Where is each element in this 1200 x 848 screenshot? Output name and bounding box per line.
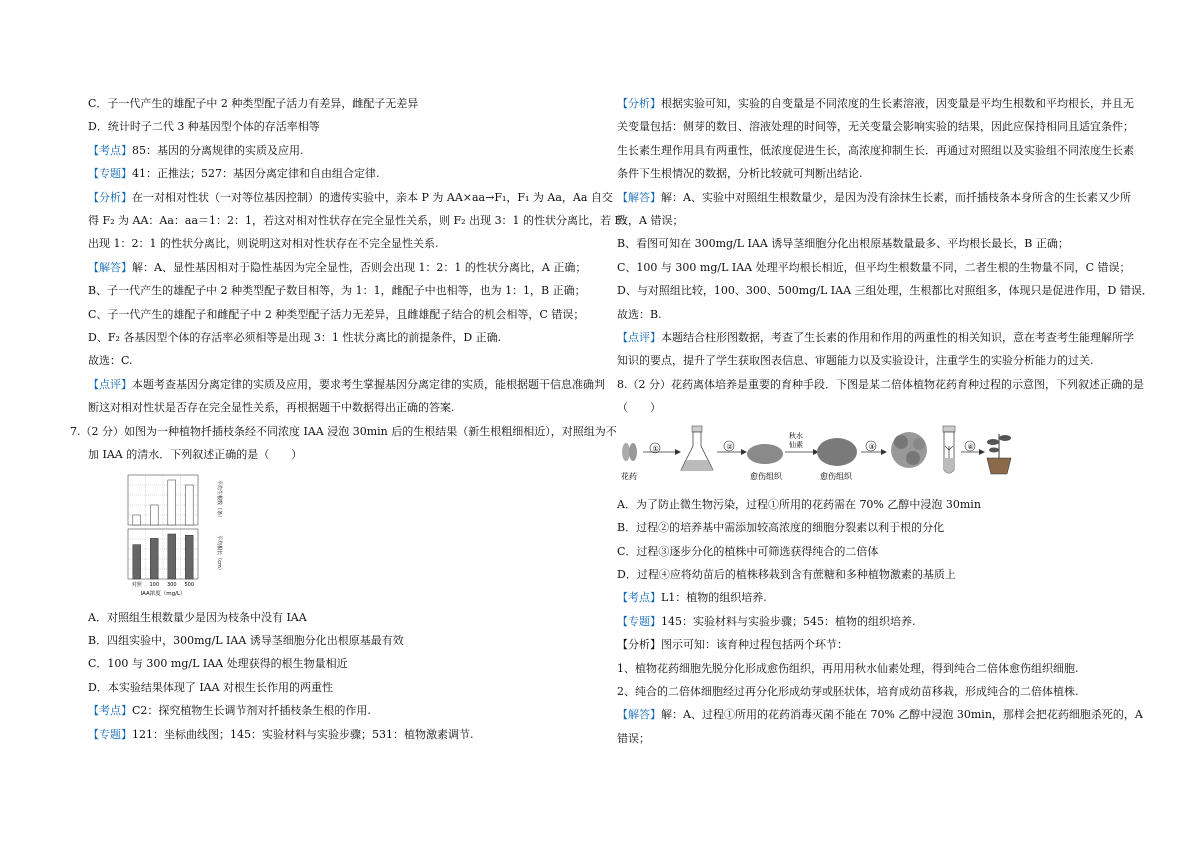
label-anther: 花药 [621,471,637,481]
step-4: ④ [967,442,974,451]
root-count-panel [128,475,223,525]
line-text: 故选：B. [617,307,662,321]
text-line [617,139,1134,162]
line-text: 错误； [617,731,650,745]
line-text: 得 F₂ 为 AA：Aa：aa＝1：2：1，若这对相对性状存在完全显性关系，则 F₂ 出现 3：1 的性状分离比，若 F₂ [88,214,627,228]
text-line: 【专题】121：坐标曲线图；145：实验材料与实验步骤；531：植物激素调节. [88,727,474,741]
text-line [617,209,1130,232]
text-line [88,303,596,326]
line-text: 关变量包括：侧芽的数目、溶液处理的时间等，无关变量会影响实验的结果，因此应保持相同且适宜条件； [617,120,1134,134]
root-length-panel [128,529,223,579]
step-3: ③ [868,442,875,451]
text-line [617,115,1134,138]
section-tag: 考点 [99,704,121,718]
line-text: 在一对相对性状（一对等位基因控制）的遗传实验中，亲本 P 为 AA×aa→F₁，F₁ 为 Aa，Aa 自交 [132,190,613,204]
line-text: （ ） [617,401,661,415]
callus-1-shape [747,444,783,464]
section-tag: 解答 [628,190,650,204]
line-text: 根据实验可知，实验的自变量是不同浓度的生长素溶液，因变量是平均生根数和平均根长，并且无 [661,97,1134,110]
root-count-bar [168,480,176,525]
line-text: A．为了防止微生物污染，过程①所用的花药需在 70% 乙醇中浸泡 30min [617,497,981,511]
line-text: 145：实验材料与实验步骤；545：植物的组织培养. [661,614,916,628]
root-length-bar [150,538,158,579]
x-axis-label: IAA浓度（mg/L） [140,590,186,597]
section-tag: 专题 [99,727,121,741]
text-line: 【点评】本题考查基因分离定律的实质及应用，要求考生掌握基因分离定律的实质，能根据题干信息准确判 [88,377,605,391]
arrow-step-1 [643,443,681,455]
line-text: 出现 1：2：1 的性状分离比，则说明这对相对性状存在不完全显性关系. [88,237,439,251]
root-count-ylabel: 平均生根数（条） [216,479,222,520]
label-callus-1: 愈伤组织 [750,471,782,481]
section-tag: 专题 [99,167,121,181]
iaa-bar-chart [106,471,226,601]
left-text-block [70,92,627,467]
section-tag: 分析 [628,97,650,110]
line-text: 7.（2 分）如图为一种植物扦插枝条经不同浓度 IAA 浸泡 30min 后的生根结果（新生根粗细相近），对照组为不 [70,424,617,438]
line-text: 本题结合柱形图数据，考查了生长素的作用和作用的两重性的相关知识，意在考查考生能理解所学 [661,331,1134,345]
test-tube-icon [943,426,955,473]
text-line [88,279,596,302]
label-callus-2: 愈伤组织 [820,471,852,481]
text-line [617,493,1130,516]
line-text: 8.（2 分）花药离体培养是重要的育种手段．下图是某二倍体植物花药育种过程的示意图，下列叙述正确的是 [617,377,1144,391]
flask-icon [681,426,713,470]
line-text: 条件下生根情况的数据，分析比较就可判断出结论. [617,167,863,181]
root-length-bar [185,535,193,579]
root-length-bar [133,544,141,578]
line-text: D．本实验结果体现了 IAA 对根生长作用的两重性 [88,680,334,694]
text-line [88,349,596,372]
line-text: D．过程④应将幼苗后的植株移栽到含有蔗糖和多种植物激素的基质上 [617,567,956,581]
text-line: 【考点】C2：探究植物生长调节剂对扦插枝条生根的作用. [88,704,371,718]
text-line [617,256,1130,279]
text-line: 【分析】在一对相对性状（一对等位基因控制）的遗传实验中，亲本 P 为 AA×aa→F₁，F₁ 为 Aa，Aa 自交 [88,190,613,204]
section-tag: 考点 [628,591,650,605]
root-length-bar [168,534,176,579]
root-length-ylabel: 平均根长（cm） [216,534,222,573]
text-line [617,516,1130,539]
text-line [617,657,1130,680]
root-count-bar [133,515,141,525]
line-text: 解：A、显性基因相对于隐性基因为完全显性，否则会出现 1：2：1 的性状分离比，A 正确； [132,260,587,274]
section-tag: 解答 [99,260,121,274]
left-column [70,92,627,746]
line-text: 2、纯合的二倍体细胞经过再分化形成幼芽或胚状体，培育成幼苗移栽，形成纯合的二倍体植株. [617,684,1079,698]
line-text: 致，A 错误； [617,214,684,228]
culture-process-svg [617,424,1037,488]
label-colchicine-1: 秋水 [789,431,803,440]
text-line [617,162,1130,185]
text-line: 【专题】145：实验材料与实验步骤；545：植物的组织培养. [617,614,916,628]
arrow-step-4 [961,441,985,455]
potted-plant-icon [987,434,1011,474]
line-text: 1、植物花药细胞先脱分化形成愈伤组织，再用用秋水仙素处理，得到纯合二倍体愈伤组织细胞. [617,661,1079,675]
line-text: 41：正推法；527：基因分离定律和自由组合定律. [132,167,380,181]
text-line [88,676,596,699]
line-text: 解：A、过程①所用的花药消毒灭菌不能在 70% 乙醇中浸泡 30min，那样会把花药细胞杀死的，A [661,708,1143,722]
text-line [70,420,617,443]
line-text: C．过程③逐步分化的植株中可筛选获得纯合的二倍体 [617,544,879,558]
text-line [88,209,627,232]
text-line [617,633,1130,656]
text-line [617,563,1130,586]
text-line [617,373,1144,396]
line-text: 知识的要点，提升了学生获取图表信息、审题能力以及实验设计，注重学生的实验分析能力的过关. [617,354,1094,368]
text-line [88,396,596,419]
text-line [617,396,1130,419]
left-text-block-2 [88,606,596,746]
text-line [617,303,1130,326]
text-line [88,606,596,629]
section-tag: 点评 [628,331,650,345]
root-count-bar [185,485,193,525]
x-tick-label: 100 [149,581,160,588]
text-line [88,652,596,675]
arrow-step-2 [717,441,747,455]
text-line [88,326,596,349]
section-tag: 点评 [99,377,121,391]
label-colchicine-2: 仙素 [789,440,803,449]
text-line: 【点评】本题结合柱形图数据，考查了生长素的作用和作用的两重性的相关知识，意在考查考生能理解所学 [617,331,1134,345]
line-text: C．子一代产生的雄配子中 2 种类型配子活力有差异，雌配子无差异 [88,97,419,110]
arrow-step-3 [861,441,887,455]
line-text: D、F₂ 各基因型个体的存活率必须相等是出现 3：1 性状分离比的前提条件，D 正确. [88,331,502,345]
line-text: 121：坐标曲线图；145：实验材料与实验步骤；531：植物激素调节. [132,727,474,741]
line-text: 加 IAA 的清水．下列叙述正确的是（ ） [88,448,303,462]
callus-2-shape [817,438,857,466]
x-tick-label: 500 [184,581,195,588]
anther-culture-diagram [617,424,1130,491]
text-line: 【解答】解：A、显性基因相对于隐性基因为完全显性，否则会出现 1：2：1 的性状分离比，A 正确； [88,260,587,274]
text-line [617,727,1130,750]
line-text: 本题考查基因分离定律的实质及应用，要求考生掌握基因分离定律的实质，能根据题干信息准确判 [132,377,605,391]
text-line [88,232,596,255]
text-line: 【解答】解：A、实验中对照组生根数量少，是因为没有涂抹生长素，而扦插枝条本身所含的生长素又少所 [617,190,1131,204]
line-text: 85：基因的分离规律的实质及应用. [132,143,304,157]
x-tick-label: 300 [166,581,177,588]
right-column [617,92,1153,750]
x-tick-label: 对照 [131,581,142,588]
right-text-block [617,92,1153,420]
line-text: A．对照组生根数量少是因为枝条中没有 IAA [88,610,307,624]
line-text: B．四组实验中，300mg/L IAA 诱导茎细胞分化出根原基最有效 [88,633,404,647]
arrow-colchicine [785,431,819,455]
line-text: L1：植物的组织培养. [661,591,767,605]
line-text: 故选：C. [88,354,133,368]
text-line [88,629,596,652]
root-count-bar [150,505,158,525]
section-tag: 解答 [628,708,650,722]
text-line [88,443,596,466]
line-text: C、100 与 300 mg/L IAA 处理平均根长相近，但平均生根数量不同，二者生根的生物量不同，C 错误； [617,260,1131,274]
line-text: 断这对相对性状是否存在完全显性关系，再根据题干中数据得出正确的答案. [88,401,455,415]
right-text-block-2 [617,493,1143,750]
anther-shape [622,443,637,461]
line-text: 生长素生理作用具有两重性，低浓度促进生长，高浓度抑制生长．再通过对照组以及实验组不同浓度生长素 [617,143,1134,157]
line-text: B．过程②的培养基中需添加较高浓度的细胞分裂素以利于根的分化 [617,521,945,535]
section-tag: 考点 [99,143,121,157]
line-text: 【分析】图示可知：该育种过程包括两个环节： [617,638,848,652]
line-text: B、看图可知在 300mg/L IAA 诱导茎细胞分化出根原基数量最多、平均根长最长，B 正确； [617,237,1069,251]
text-line [88,115,596,138]
line-text: D、与对照组比较，100、300、500mg/L IAA 三组处理，生根都比对照组多，体现只是促进作用，D 错误． [617,284,1153,298]
text-line [617,680,1130,703]
line-text: D．统计时子二代 3 种基因型个体的存活率相等 [88,120,320,134]
section-tag: 分析 [99,190,121,204]
text-line: 【分析】根据实验可知，实验的自变量是不同浓度的生长素溶液，因变量是平均生根数和平均根长，并且无 [617,97,1134,110]
text-line [88,92,596,115]
text-line: 【专题】41：正推法；527：基因分离定律和自由组合定律. [88,167,380,181]
text-line: 【考点】85：基因的分离规律的实质及应用. [88,143,304,157]
section-tag: 专题 [628,614,650,628]
step-1: ① [652,444,659,453]
text-line [617,540,1130,563]
text-line: 【解答】解：A、过程①所用的花药消毒灭菌不能在 70% 乙醇中浸泡 30min，那样会把花药细胞杀死的，A [617,708,1143,722]
line-text: 解：A、实验中对照组生根数量少，是因为没有涂抹生长素，而扦插枝条本身所含的生长素又少所 [661,190,1131,204]
line-text: C2：探究植物生长调节剂对扦插枝条生根的作用. [132,704,371,718]
text-line [617,232,1130,255]
bar-chart-figure [106,471,596,604]
text-line: 【考点】L1：植物的组织培养. [617,591,767,605]
line-text: B、子一代产生的雄配子中 2 种类型配子数目相等，为 1：1，雌配子中也相等，也为 1：1，B 正确； [88,284,586,298]
step-2: ② [726,442,733,451]
shoot-cluster-shape [891,432,927,468]
text-line [617,279,1153,302]
line-text: C、子一代产生的雄配子和雌配子中 2 种类型配子活力无差异，且雌雄配子结合的机会相等，C 错误； [88,307,585,321]
line-text: C．100 与 300 mg/L IAA 处理获得的根生物量相近 [88,657,348,671]
text-line [617,349,1130,372]
